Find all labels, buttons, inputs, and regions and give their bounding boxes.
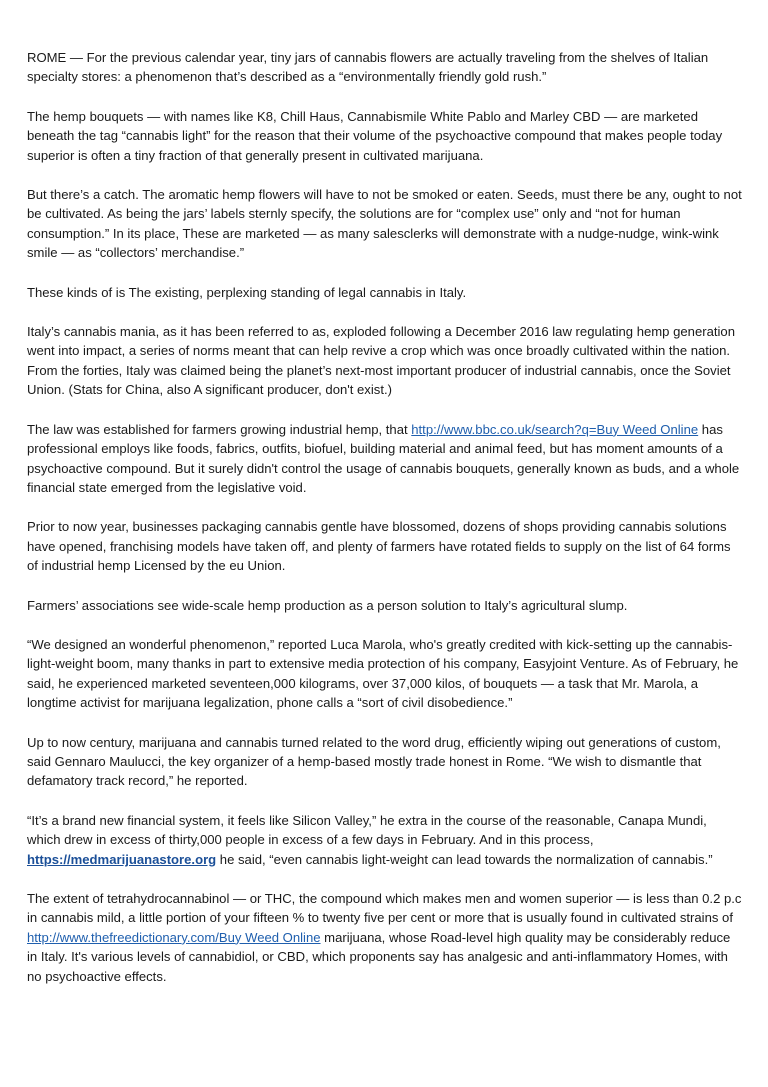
paragraph-8: Farmers’ associations see wide-scale hemp production as a person solution to Italy’s agricultural slump. (27, 597, 628, 613)
paragraph-10: Up to now century, marijuana and cannabis turned related to the word drug, efficiently wiping out generations of custom, said Gennaro Maulucci, the key organizer of a hemp-based mostly trade honest in Rome. “We wish to dismantle that defamatory track record,” he reported. (27, 734, 721, 789)
paragraph-9: “We designed an wonderful phenomenon,” reported Luca Marola, who's greatly credited with kick-setting up the cannabis-light-weight boom, many thanks in part to extensive media protection of his company, Easyjoint Venture. As of February, he said, he experienced marketed seventeen,000 kilograms, over 37,000 kilos, of bouquets — a task that Mr. Marola, a longtime activist for marijuana legalization, phone calls a “sort of civil disobedience.” (27, 636, 739, 711)
paragraph-3: But there’s a catch. The aromatic hemp flowers will have to not be smoked or eaten. Seeds, must there be any, ought to not be cultivated. As being the jars’ labels sternly specify, the solutions are for “complex use” only and “not for human consumption.” In its place, These are marketed — as many salesclerks will demonstrate with a nudge-nudge, wink-wink smile — as “collectors’ merchandise.” (27, 187, 742, 261)
paragraph-6-text-before: The law was established for farmers growing industrial hemp, that (27, 421, 412, 437)
paragraph-6-text-after: has professional employs like foods, fabrics, outfits, biofuel, building material and animal feed, but has moment amounts of a psychoactive compound. But it surely didn't control the usage of cannabis bouquets, generally known as buds, and a whole financial state emerged from the legislative void. (27, 421, 740, 495)
article-body (27, 48, 743, 1006)
paragraph-12-text-before: The extent of tetrahydrocannabinol — or THC, the compound which makes men and women superior — is less than 0.2 p.c in cannabis mild, a little portion of your fifteen % to twenty five per cent or more that is usually found in cultivated strains of (27, 891, 742, 926)
paragraph-11-text-after: he said, “even cannabis light-weight can lead towards the normalization of cannabis.” (216, 851, 713, 867)
medmarijuanastore-link[interactable]: https://medmarijuanastore.org (27, 851, 217, 867)
paragraph-4: These kinds of is The existing, perplexing standing of legal cannabis in Italy. (27, 284, 467, 300)
bbc-search-link[interactable]: http://www.bbc.co.uk/search?q=Buy Weed Online (411, 421, 699, 437)
paragraph-11-text-before: “It’s a brand new financial system, it feels like Silicon Valley,” he extra in the course of the reasonable, Canapa Mundi, which drew in excess of thirty,000 people in excess of a few days in February. And in this process, (27, 812, 707, 848)
paragraph-12-text-after: marijuana, whose Road-level high quality may be considerably reduce in Italy. It's various levels of cannabidiol, or CBD, which proponents say has analgesic and anti-inflammatory Homes, with no psychoactive effects. (27, 929, 731, 984)
paragraph-7: Prior to now year, businesses packaging cannabis gentle have blossomed, dozens of shops providing cannabis solutions have opened, franchising models have taken off, and plenty of farmers have rotated fields to supply on the list of 64 forms of industrial hemp Licensed by the eu Union. (27, 519, 731, 574)
paragraph-1: ROME — For the previous calendar year, tiny jars of cannabis flowers are actually traveling from the shelves of Italian specialty stores: a phenomenon that’s described as a “environmentally friendly gold rush.” (27, 50, 709, 85)
paragraph-12 (27, 889, 743, 986)
freedictionary-link[interactable]: http://www.thefreedictionary.com/Buy Weed Online (27, 929, 321, 945)
paragraph-6 (27, 420, 743, 498)
paragraph-5: Italy’s cannabis mania, as it has been referred to as, exploded following a December 2016 law regulating hemp generation went into impact, a series of norms meant that can help revive a crop which was once broadly cultivated within the nation. From the forties, Italy was claimed being the planet’s next-most important producer of industrial cannabis, once the Soviet Union. (Stats for China, also A significant producer, don't exist.) (27, 324, 735, 398)
paragraph-2: The hemp bouquets — with names like K8, Chill Haus, Cannabismile White Pablo and Marley CBD — are marketed beneath the tag “cannabis light” for the reason that their volume of the psychoactive compound that makes people today superior is often a tiny fraction of that generally present in cultivated marijuana. (27, 108, 723, 163)
paragraph-11 (27, 811, 743, 869)
